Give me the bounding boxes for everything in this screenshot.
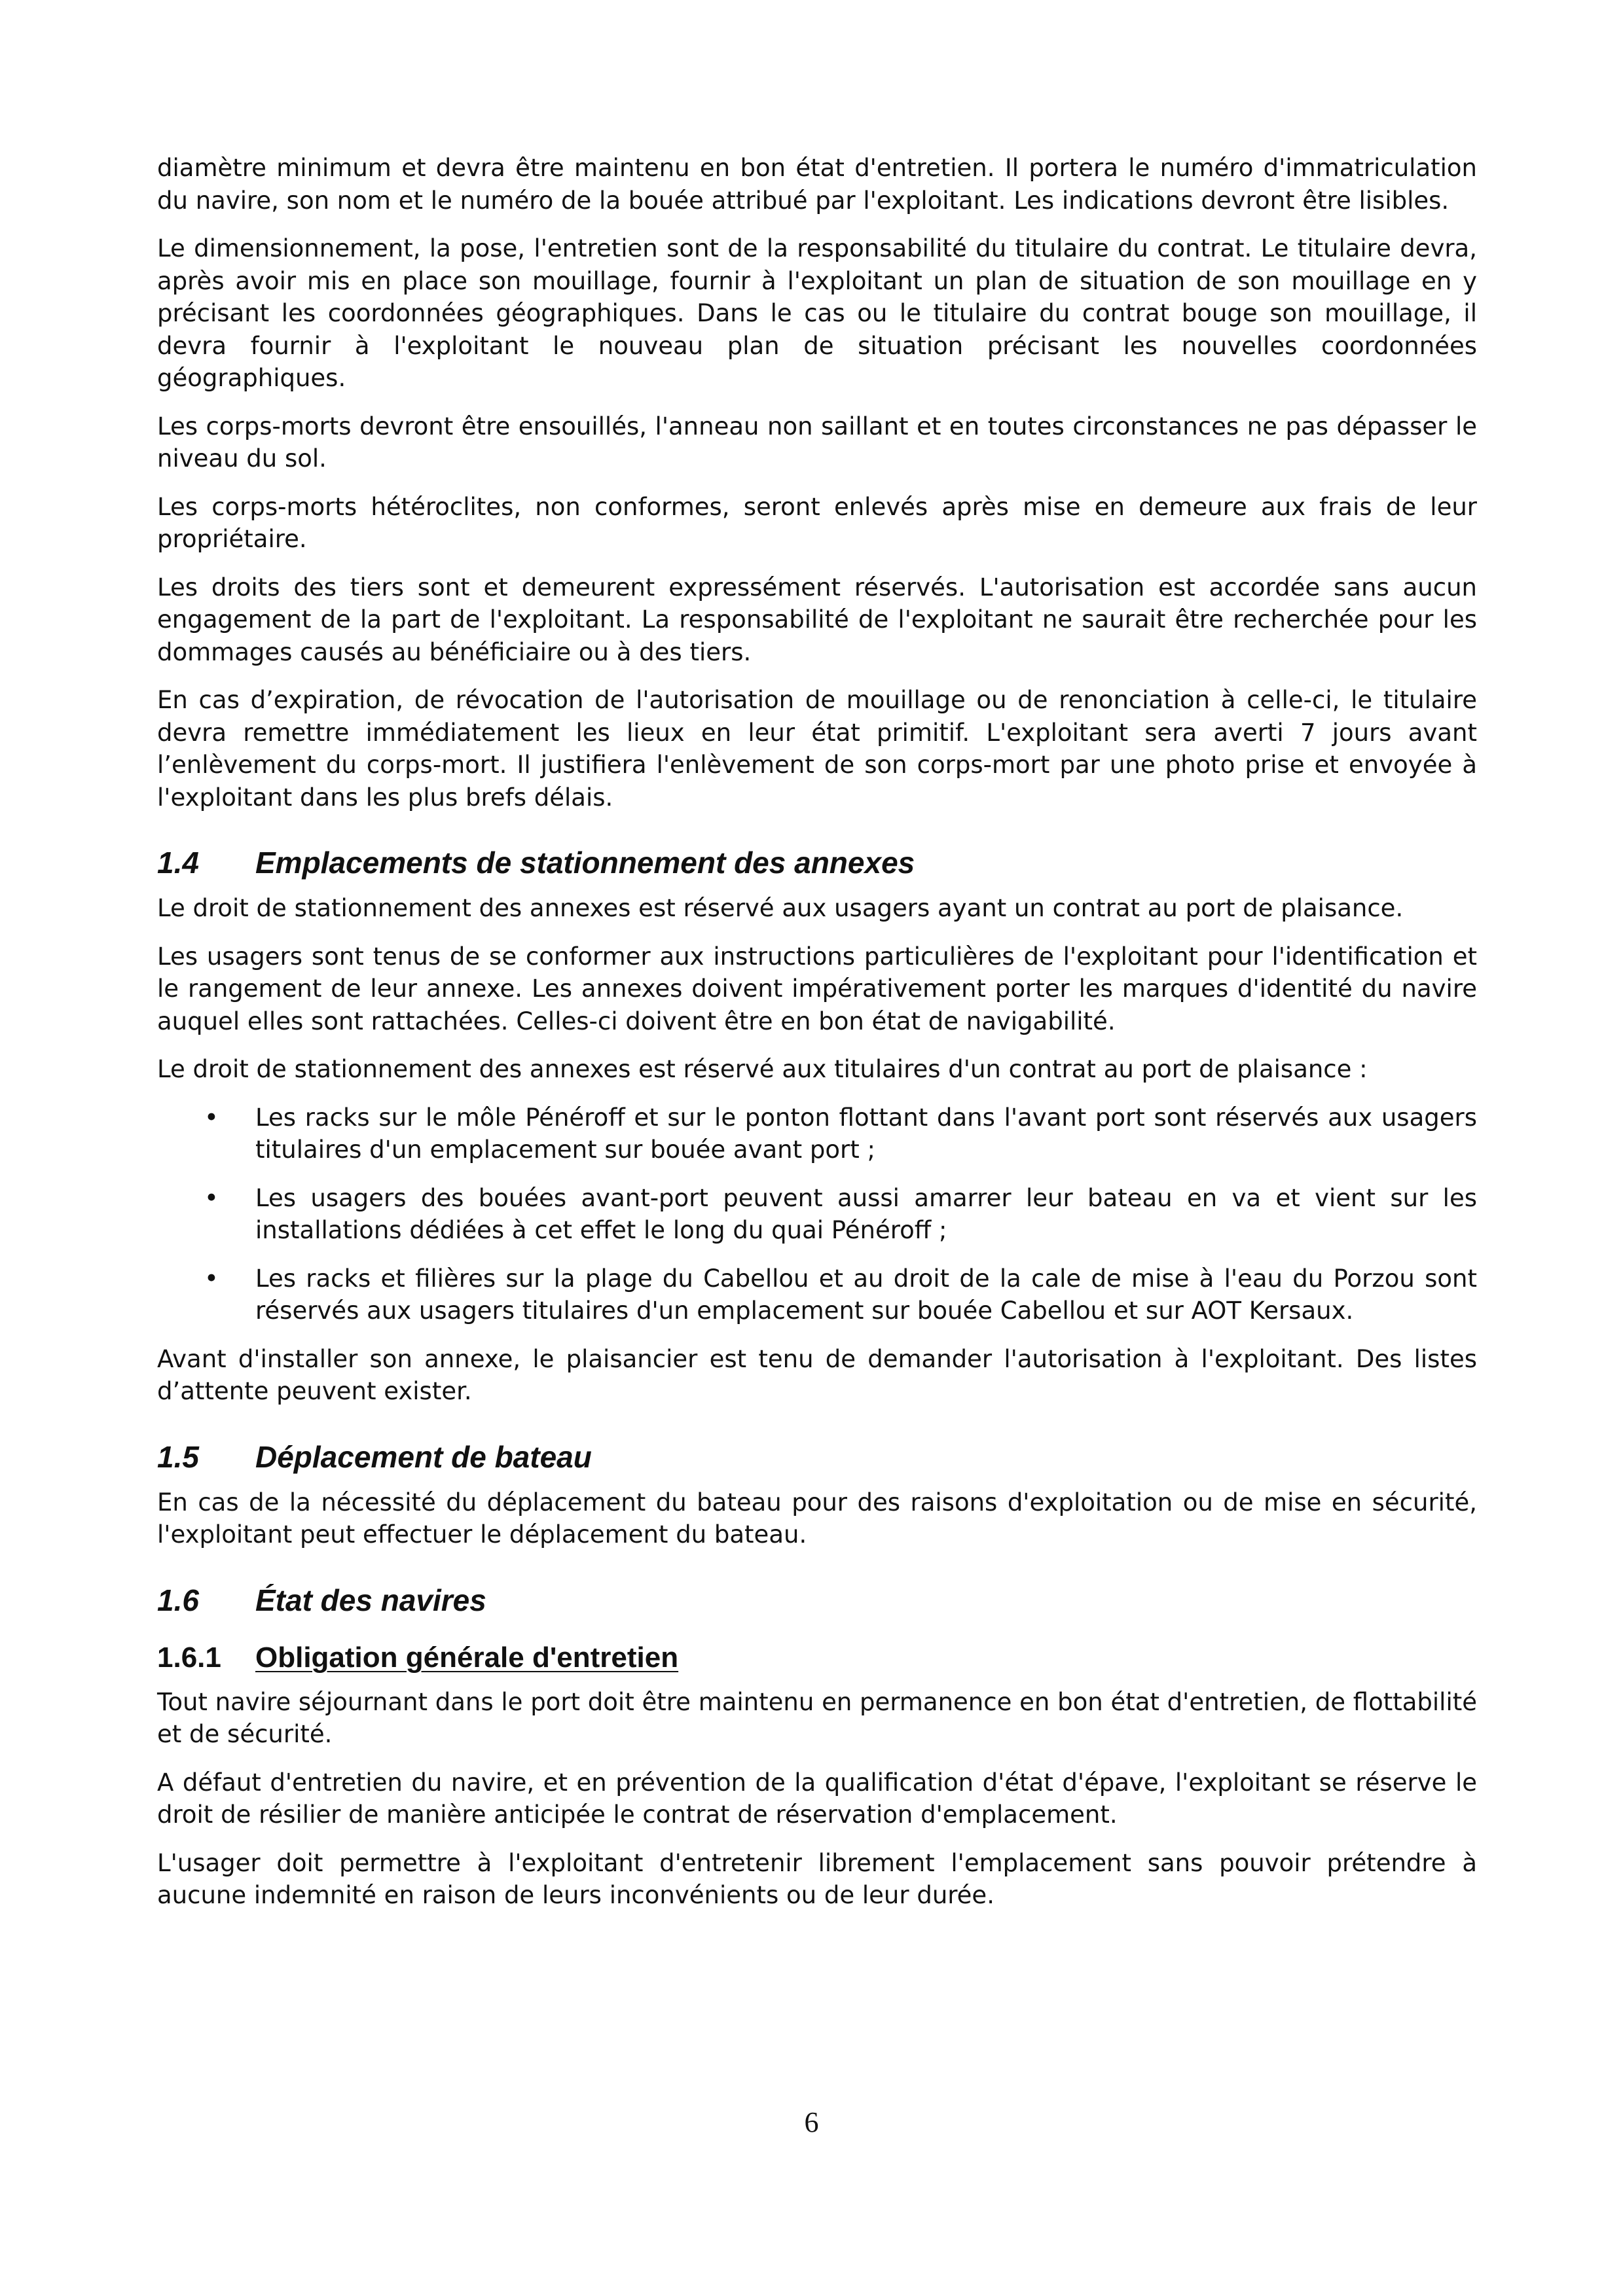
paragraph: Les corps-morts devront être ensouillés, l'anneau non saillant et en toutes circonstances ne pas dépasser le niveau du sol. xyxy=(157,412,1477,473)
section-title: État des navires xyxy=(255,1583,486,1617)
list-item-text: Les racks sur le môle Pénéroff et sur le ponton flottant dans l'avant port sont réservés aux usagers titulaires d'un emplacement sur bouée avant port ; xyxy=(255,1103,1477,1164)
paragraph: A défaut d'entretien du navire, et en prévention de la qualification d'état d'épave, l'exploitant se réserve le droit de résilier de manière anticipée le contrat de réservation d'emplacement. xyxy=(157,1768,1477,1829)
subsection-number: 1.6.1 xyxy=(157,1641,221,1674)
paragraph: L'usager doit permettre à l'exploitant d'entretenir librement l'emplacement sans pouvoir prétendre à aucune indemnité en raison de leurs inconvénients ou de leur durée. xyxy=(157,1848,1477,1909)
paragraph: Le droit de stationnement des annexes est réservé aux usagers ayant un contrat au port de plaisance. xyxy=(157,894,1404,922)
section-title: Déplacement de bateau xyxy=(255,1439,592,1474)
bullet-list xyxy=(157,1102,1477,1327)
paragraph: Le dimensionnement, la pose, l'entretien sont de la responsabilité du titulaire du contrat. Le titulaire devra, après avoir mis en place son mouillage, fournir à l'exploitant un plan de situation de son mouillage en y précisant les coordonnées géographiques. Dans le cas ou le titulaire du contrat bouge son mouillage, il devra fournir à l'exploitant le nouveau plan de situation précisant les nouvelles coordonnées géographiques. xyxy=(157,234,1477,392)
section-number: 1.6 xyxy=(157,1583,199,1617)
section-heading-1-4 xyxy=(157,845,1477,880)
paragraph: En cas de la nécessité du déplacement du bateau pour des raisons d'exploitation ou de mise en sécurité, l'exploitant peut effectuer le déplacement du bateau. xyxy=(157,1488,1477,1549)
list-item xyxy=(157,1263,1477,1327)
section-number: 1.5 xyxy=(157,1439,199,1474)
document-body xyxy=(157,152,1477,1928)
list-item xyxy=(157,1182,1477,1247)
paragraph: Le droit de stationnement des annexes est réservé aux titulaires d'un contrat au port de plaisance : xyxy=(157,1055,1368,1083)
list-item-text: Les usagers des bouées avant-port peuvent aussi amarrer leur bateau en va et vient sur les installations dédiées à cet effet le long du quai Pénéroff ; xyxy=(255,1183,1477,1244)
section-heading-1-5 xyxy=(157,1439,1477,1475)
bullet-icon: • xyxy=(204,1264,219,1293)
page-number: 6 xyxy=(804,2106,819,2138)
section-number: 1.4 xyxy=(157,846,199,880)
subsection-heading-1-6-1 xyxy=(157,1640,1477,1676)
subsection-title: Obligation générale d'entretien xyxy=(255,1641,679,1674)
paragraph: Les droits des tiers sont et demeurent expressément réservés. L'autorisation est accordée sans aucun engagement de la part de l'exploitant. La responsabilité de l'exploitant ne saurait être recherchée pour les dommages causés au bénéficiaire ou à des tiers. xyxy=(157,573,1477,666)
paragraph: En cas d’expiration, de révocation de l'autorisation de mouillage ou de renonciation à celle-ci, le titulaire devra remettre immédiatement les lieux en leur état primitif. L'exploitant sera averti 7 jours avant l’enlèvement du corps-mort. Il justifiera l'enlèvement de son corps-mort par une photo prise et envoyée à l'exploitant dans les plus brefs délais. xyxy=(157,686,1477,812)
list-item xyxy=(157,1102,1477,1166)
section-title: Emplacements de stationnement des annexes xyxy=(255,846,915,880)
paragraph: Tout navire séjournant dans le port doit être maintenu en permanence en bon état d'entretien, de flottabilité et de sécurité. xyxy=(157,1687,1477,1748)
section-heading-1-6 xyxy=(157,1583,1477,1618)
paragraph: Les usagers sont tenus de se conformer aux instructions particulières de l'exploitant pour l'identification et le rangement de leur annexe. Les annexes doivent impérativement porter les marques d'identité du navire auquel elles sont rattachées. Celles-ci doivent être en bon état de navigabilité. xyxy=(157,942,1477,1035)
paragraph: diamètre minimum et devra être maintenu en bon état d'entretien. Il portera le numéro d'immatriculation du navire, son nom et le numéro de la bouée attribué par l'exploitant. Les indications devront être lisibles. xyxy=(157,154,1477,215)
list-item-text: Les racks et filières sur la plage du Cabellou et au droit de la cale de mise à l'eau du Porzou sont réservés aux usagers titulaires d'un emplacement sur bouée Cabellou et sur AOT Kersaux. xyxy=(255,1264,1477,1325)
paragraph: Les corps-morts hétéroclites, non conformes, seront enlevés après mise en demeure aux frais de leur propriétaire. xyxy=(157,492,1477,553)
paragraph: Avant d'installer son annexe, le plaisancier est tenu de demander l'autorisation à l'exploitant. Des listes d’attente peuvent exister. xyxy=(157,1344,1477,1405)
bullet-icon: • xyxy=(204,1183,219,1212)
bullet-icon: • xyxy=(204,1103,219,1132)
